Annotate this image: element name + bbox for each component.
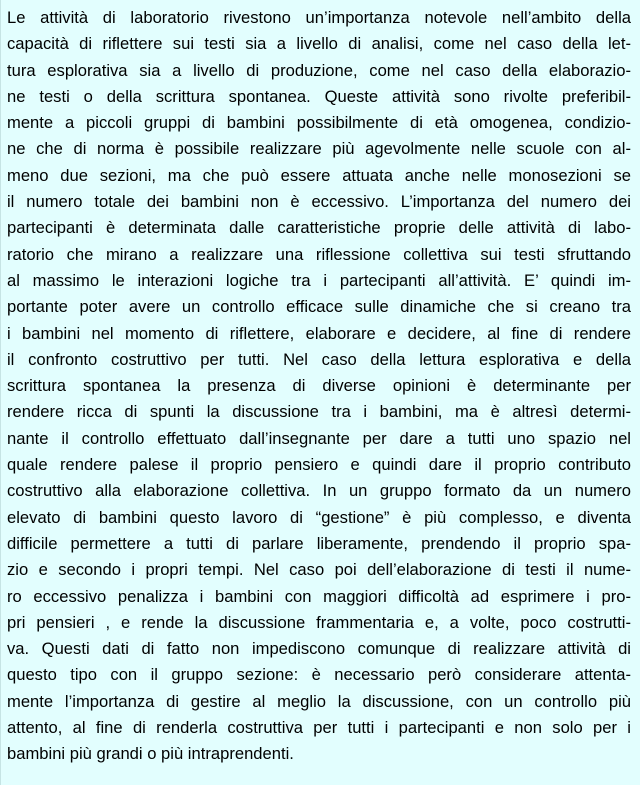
text-line-10: ratorio che mirano a realizzare una riflessione collettiva sui testi sfruttando xyxy=(7,244,631,264)
text-line-17: nante il controllo effettuato dall’insegnante per dare a tutti uno spazio nel xyxy=(7,428,631,448)
text-line-26: questo tipo con il gruppo sezione: è necessario però considerare attenta- xyxy=(7,665,631,685)
text-line-20: elevato di bambini questo lavoro di “gestione” è più complesso, e diventa xyxy=(7,507,631,527)
text-line-29: bambini più grandi o più intraprendenti. xyxy=(7,744,294,764)
text-line-18: quale rendere palese il proprio pensiero e quindi dare il proprio contributo xyxy=(7,455,631,475)
text-line-9: partecipanti è determinata dalle caratteristiche proprie delle attività di labo- xyxy=(7,218,631,238)
text-line-1: Le attività di laboratorio rivestono un’importanza notevole nell’ambito della xyxy=(7,8,631,27)
text-line-27: mente l’importanza di gestire al meglio la discussione, con un controllo più xyxy=(7,691,631,711)
text-line-14: il confronto costruttivo per tutti. Nel caso della lettura esplorativa e della xyxy=(7,349,631,369)
text-line-28: attento, al fine di renderla costruttiva per tutti i partecipanti e non solo per i xyxy=(7,718,631,738)
text-line-7: meno due sezioni, ma che può essere attuata anche nelle monosezioni se xyxy=(7,165,631,185)
text-line-22: zio e secondo i propri tempi. Nel caso poi dell’elaborazione di testi il nume- xyxy=(7,560,631,580)
text-line-13: i bambini nel momento di riflettere, elaborare e decidere, al fine di rendere xyxy=(7,323,631,343)
text-line-12: portante poter avere un controllo efficace sulle dinamiche che si creano tra xyxy=(7,297,631,317)
text-line-25: va. Questi dati di fatto non impediscono comunque di realizzare attività di xyxy=(7,639,631,659)
text-line-15: scrittura spontanea la presenza di diverse opinioni è determinante per xyxy=(7,376,631,396)
paragraph xyxy=(7,5,631,768)
text-line-21: difficile permettere a tutti di parlare liberamente, prendendo il proprio spa- xyxy=(7,533,631,553)
text-line-5: mente a piccoli gruppi di bambini possibilmente di età omogenea, condizio- xyxy=(7,113,631,133)
text-line-19: costruttivo alla elaborazione collettiva. In un gruppo formato da un numero xyxy=(7,481,631,501)
text-line-4: ne testi o della scrittura spontanea. Queste attività sono rivolte preferibil- xyxy=(7,86,631,106)
text-line-8: il numero totale dei bambini non è eccessivo. L’importanza del numero dei xyxy=(7,192,631,212)
text-line-6: ne che di norma è possibile realizzare più agevolmente nelle scuole con al- xyxy=(7,139,631,159)
text-line-2: capacità di riflettere sui testi sia a livello di analisi, come nel caso della let- xyxy=(7,34,631,54)
text-line-23: ro eccessivo penalizza i bambini con maggiori difficoltà ad esprimere i pro- xyxy=(7,586,631,606)
text-line-24: pri pensieri , e rende la discussione frammentaria e, a volte, poco costrutti- xyxy=(7,612,631,632)
text-line-16: rendere ricca di spunti la discussione tra i bambini, ma è altresì determi- xyxy=(7,402,631,422)
text-line-3: tura esplorativa sia a livello di produzione, come nel caso della elaborazio- xyxy=(7,60,631,80)
text-line-11: al massimo le interazioni logiche tra i partecipanti all’attività. E’ quindi im- xyxy=(7,270,631,290)
